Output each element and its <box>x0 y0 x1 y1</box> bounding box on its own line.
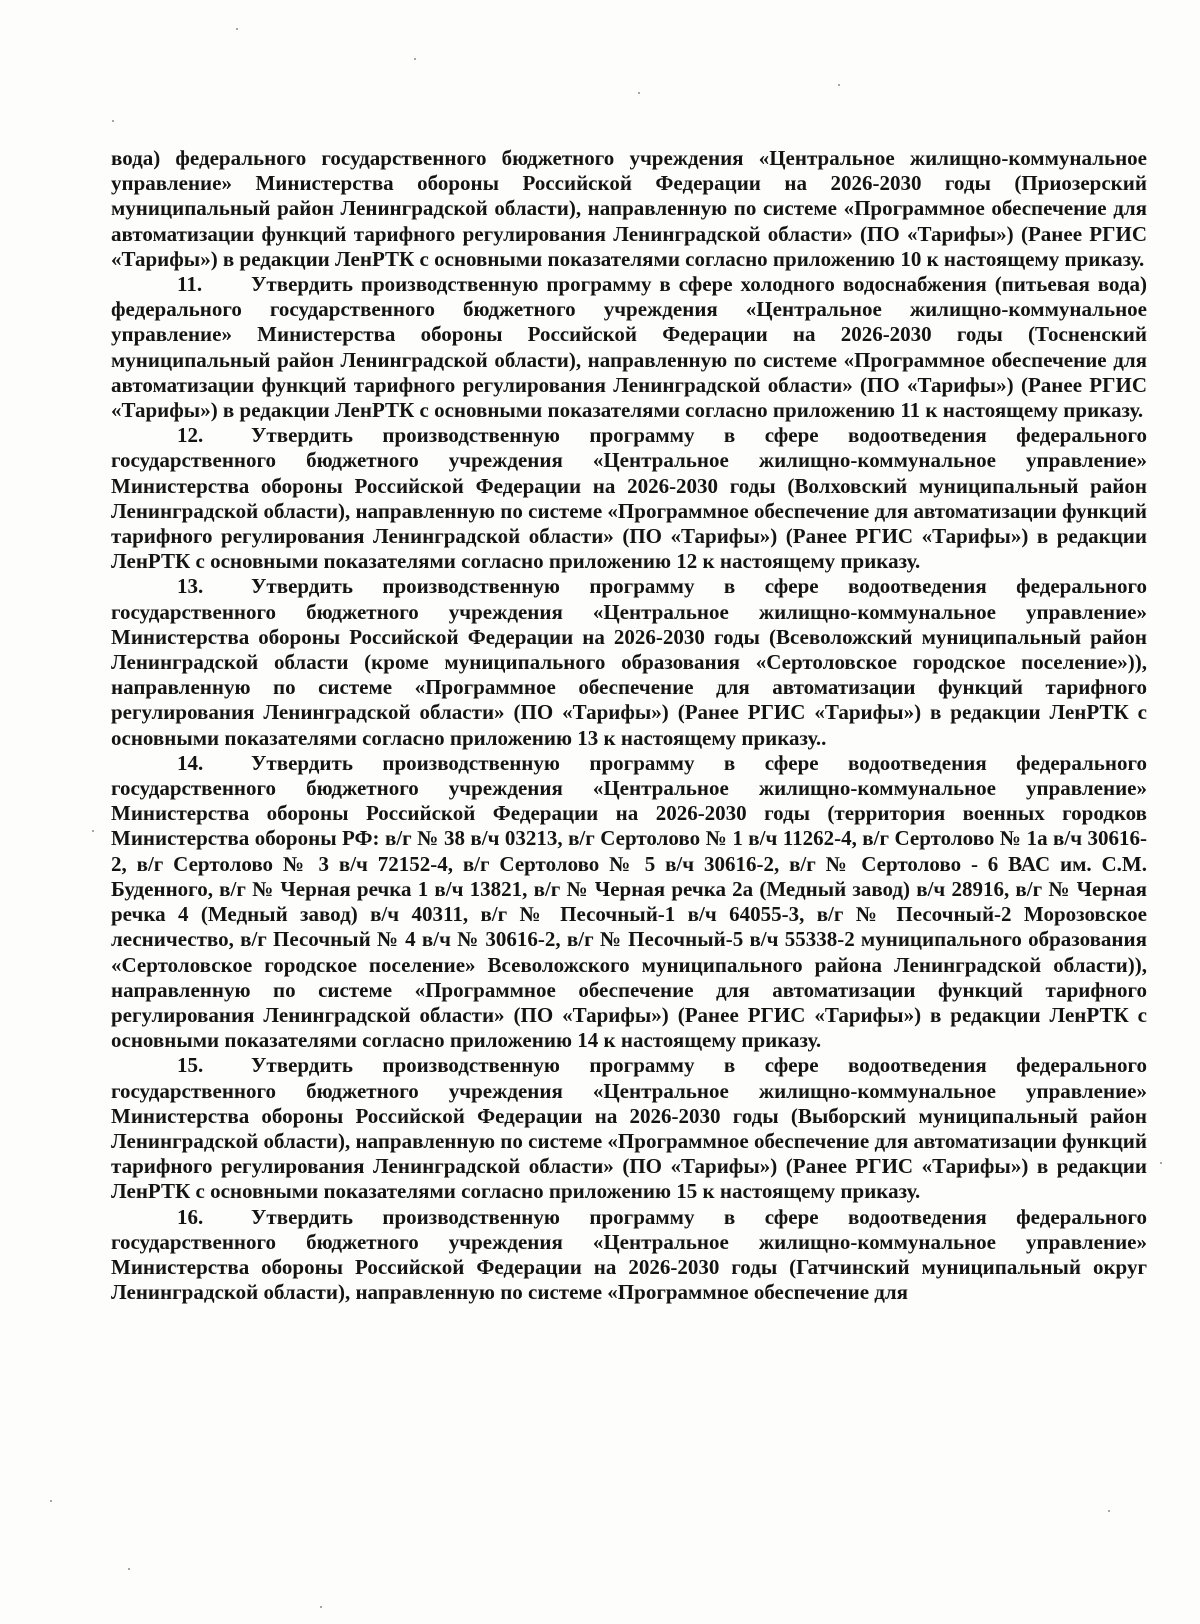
item-number: 12. <box>177 423 204 448</box>
item-paragraph-13 <box>111 574 1147 750</box>
scan-speck <box>320 1606 322 1608</box>
item-text: Утвердить производственную программу в сфере водоотведения федерального государственного бюджетного учреждения «Центральное жилищно-коммунальное управление» Министерства обороны Российской Федерации на 2026-2030 годы (Гатчинский муниципальный округ Ленинградской области), направленную по системе «Программное обеспечение для <box>111 1204 1147 1305</box>
scan-speck <box>92 830 94 832</box>
scan-speck <box>128 1568 130 1570</box>
item-text: Утвердить производственную программу в сфере водоотведения федерального государственного бюджетного учреждения «Центральное жилищно-коммунальное управление» Министерства обороны Российской Федерации на 2026-2030 годы (Волховский муниципальный район Ленинградской области), направленную по системе «Программное обеспечение для автоматизации функций тарифного регулирования Ленинградской области» (ПО «Тарифы») (Ранее РГИС «Тарифы») в редакции ЛенРТК с основными показателями согласно приложению 12 к настоящему приказу. <box>111 423 1147 574</box>
scan-speck <box>1108 1510 1110 1512</box>
item-text: Утвердить производственную программу в сфере холодного водоснабжения (питьевая вода) федерального государственного бюджетного учреждения «Центральное жилищно-коммунальное управление» Министерства обороны Российской Федерации на 2026-2030 годы (Тосненский муниципальный район Ленинградской области), направленную по системе «Программное обеспечение для автоматизации функций тарифного регулирования Ленинградской области» (ПО «Тарифы») (Ранее РГИС «Тарифы») в редакции ЛенРТК с основными показателями согласно приложению 11 к настоящему приказу. <box>111 272 1147 423</box>
scan-speck <box>638 92 640 94</box>
item-number: 15. <box>177 1053 204 1078</box>
item-paragraph-12 <box>111 423 1147 574</box>
item-paragraph-15 <box>111 1053 1147 1204</box>
scan-speck <box>838 84 840 86</box>
document-body <box>111 146 1147 1305</box>
scan-speck <box>414 58 416 60</box>
item-paragraph-11 <box>111 272 1147 423</box>
item-paragraph-16 <box>111 1205 1147 1306</box>
item-text: Утвердить производственную программу в сфере водоотведения федерального государственного бюджетного учреждения «Центральное жилищно-коммунальное управление» Министерства обороны Российской Федерации на 2026-2030 годы (Всеволожский муниципальный район Ленинградской области (кроме муниципального образования «Сертоловское городское поселение»)), направленную по системе «Программное обеспечение для автоматизации функций тарифного регулирования Ленинградской области» (ПО «Тарифы») (Ранее РГИС «Тарифы») в редакции ЛенРТК с основными показателями согласно приложению 13 к настоящему приказу.. <box>111 574 1147 750</box>
scan-speck <box>50 1500 52 1502</box>
item-text: Утвердить производственную программу в сфере водоотведения федерального государственного бюджетного учреждения «Центральное жилищно-коммунальное управление» Министерства обороны Российской Федерации на 2026-2030 годы (Выборский муниципальный район Ленинградской области), направленную по системе «Программное обеспечение для автоматизации функций тарифного регулирования Ленинградской области» (ПО «Тарифы») (Ранее РГИС «Тарифы») в редакции ЛенРТК с основными показателями согласно приложению 15 к настоящему приказу. <box>111 1053 1147 1204</box>
item-number: 11. <box>177 272 203 297</box>
item-number: 13. <box>177 574 204 599</box>
scan-speck <box>112 120 114 122</box>
item-text: Утвердить производственную программу в сфере водоотведения федерального государственного бюджетного учреждения «Центральное жилищно-коммунальное управление» Министерства обороны Российской Федерации на 2026-2030 годы (территория военных городков Министерства обороны РФ: в/г № 38 в/ч 03213, в/г Сертолово № 1 в/ч 11262-4, в/г Сертолово № 1а в/ч 30616-2, в/г Сертолово № 3 в/ч 72152-4, в/г Сертолово № 5 в/ч 30616-2, в/г № Сертолово - 6 ВАС им. С.М. Буденного, в/г № Черная речка 1 в/ч 13821, в/г № Черная речка 2а (Медный завод) в/ч 28916, в/г № Черная речка 4 (Медный завод) в/ч 40311, в/г № Песочный-1 в/ч 64055-3, в/г № Песочный-2 Морозовское лесничество, в/г Песочный № 4 в/ч № 30616-2, в/г № Песочный-5 в/ч 55338-2 муниципального образования «Сертоловское городское поселение» Всеволожского муниципального района Ленинградской области)), направленную по системе «Программное обеспечение для автоматизации функций тарифного регулирования Ленинградской области» (ПО «Тарифы») (Ранее РГИС «Тарифы») в редакции ЛенРТК с основными показателями согласно приложению 14 к настоящему приказу. <box>111 750 1147 1053</box>
item-number: 14. <box>177 750 204 775</box>
intro-paragraph: вода) федерального государственного бюджетного учреждения «Центральное жилищно-коммунальное управление» Министерства обороны Российской Федерации на 2026-2030 годы (Приозерский муниципальный район Ленинградской области), направленную по системе «Программное обеспечение для автоматизации функций тарифного регулирования Ленинградской области» (ПО «Тарифы») (Ранее РГИС «Тарифы») в редакции ЛенРТК с основными показателями согласно приложению 10 к настоящему приказу. <box>111 146 1147 271</box>
scan-speck <box>1160 1162 1162 1164</box>
item-number: 16. <box>177 1204 204 1229</box>
scan-speck <box>236 28 238 30</box>
item-paragraph-14 <box>111 751 1147 1053</box>
